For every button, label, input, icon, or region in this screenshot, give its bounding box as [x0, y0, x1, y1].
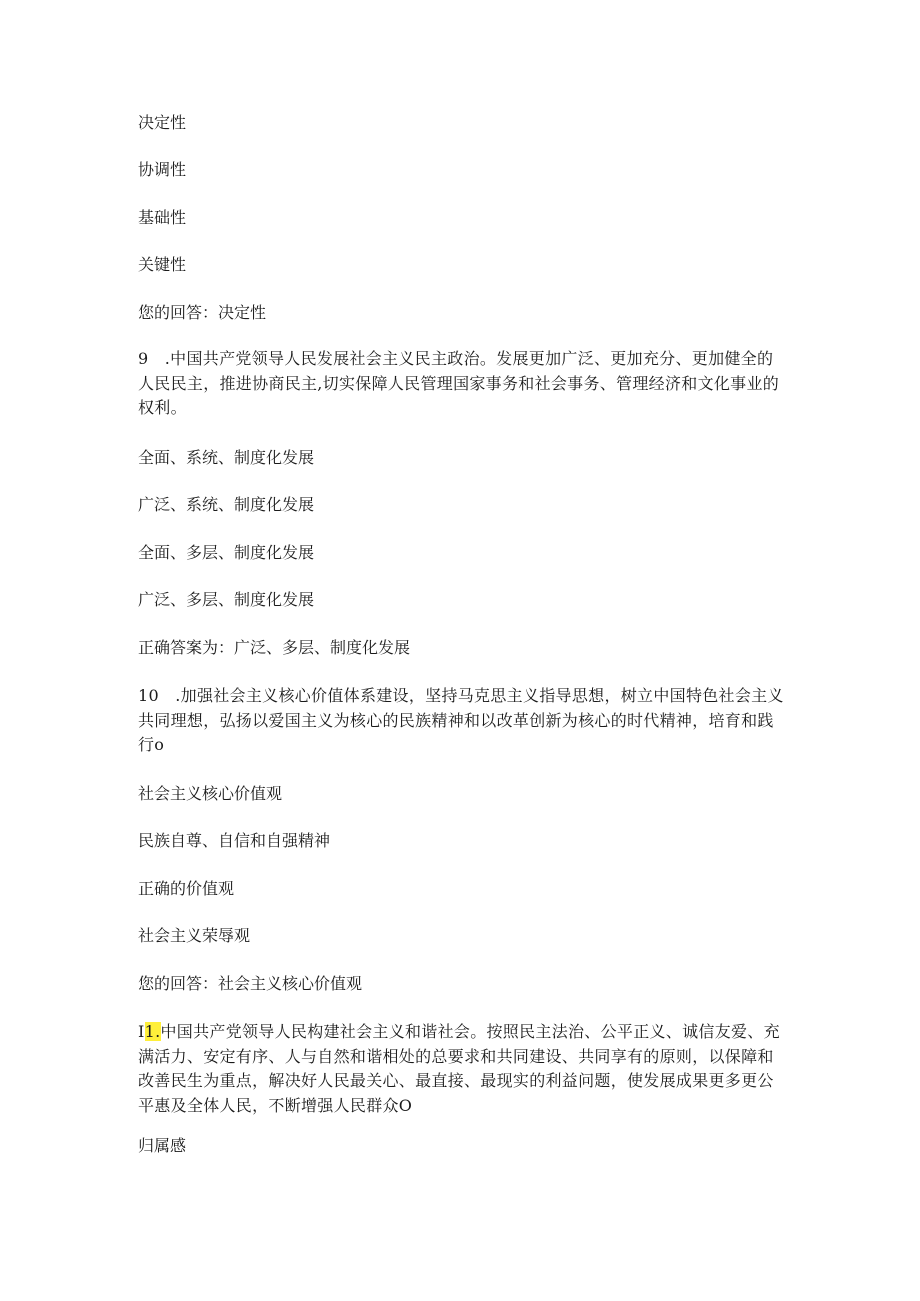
q10-answer: 您的回答：社会主义核心价值观 [138, 974, 363, 993]
q10-option-1: 社会主义核心价值观 [138, 784, 283, 803]
q9-option-4: 广泛、多层、制度化发展 [138, 590, 315, 609]
q10-option-4: 社会主义荣辱观 [138, 926, 251, 945]
q8-option-4: 关键性 [138, 255, 187, 274]
q8-option-1: 决定性 [138, 113, 187, 132]
q9-option-1: 全面、系统、制度化发展 [138, 448, 315, 467]
q11-number-prefix: I [138, 1022, 145, 1041]
q11-option-1: 归属感 [138, 1136, 187, 1155]
q9-option-3: 全面、多层、制度化发展 [138, 543, 315, 562]
q8-answer: 您的回答：决定性 [138, 303, 267, 322]
q10-option-2: 民族自尊、自信和自强精神 [138, 831, 331, 850]
q9-question-text: 9 .中国共产党领导人民发展社会主义民主政治。发展更加广泛、更加充分、更加健全的人民民主，推进协商民主,切实保障人民管理国家事务和社会事务、管理经济和文化事业的权利。 [138, 349, 780, 417]
q9-option-2: 广泛、系统、制度化发展 [138, 495, 315, 514]
q11-question-text: 中国共产党领导人民构建社会主义和谐社会。按照民主法治、公平正义、诚信友爱、充满活力、安定有序、人与自然和谐相处的总要求和共同建设、共同享有的原则，以保障和改善民生为重点，解决好人民最关心、最直接、最现实的利益问题，使发展成果更多更公平惠及全体人民，不断增强人民群众O [138, 1022, 780, 1115]
q9-answer: 正确答案为：广泛、多层、制度化发展 [138, 638, 411, 657]
q11-number-highlight: 1. [144, 1022, 161, 1041]
q8-option-3: 基础性 [138, 208, 187, 227]
q11-question [138, 1020, 788, 1118]
q10-question-text: 10 .加强社会主义核心价值体系建设，坚持马克思主义指导思想，树立中国特色社会主义共同理想，弘扬以爱国主义为核心的民族精神和以改革创新为核心的时代精神，培育和践行o [138, 686, 784, 754]
q10-option-3: 正确的价值观 [138, 879, 235, 898]
q8-option-2: 协调性 [138, 160, 187, 179]
